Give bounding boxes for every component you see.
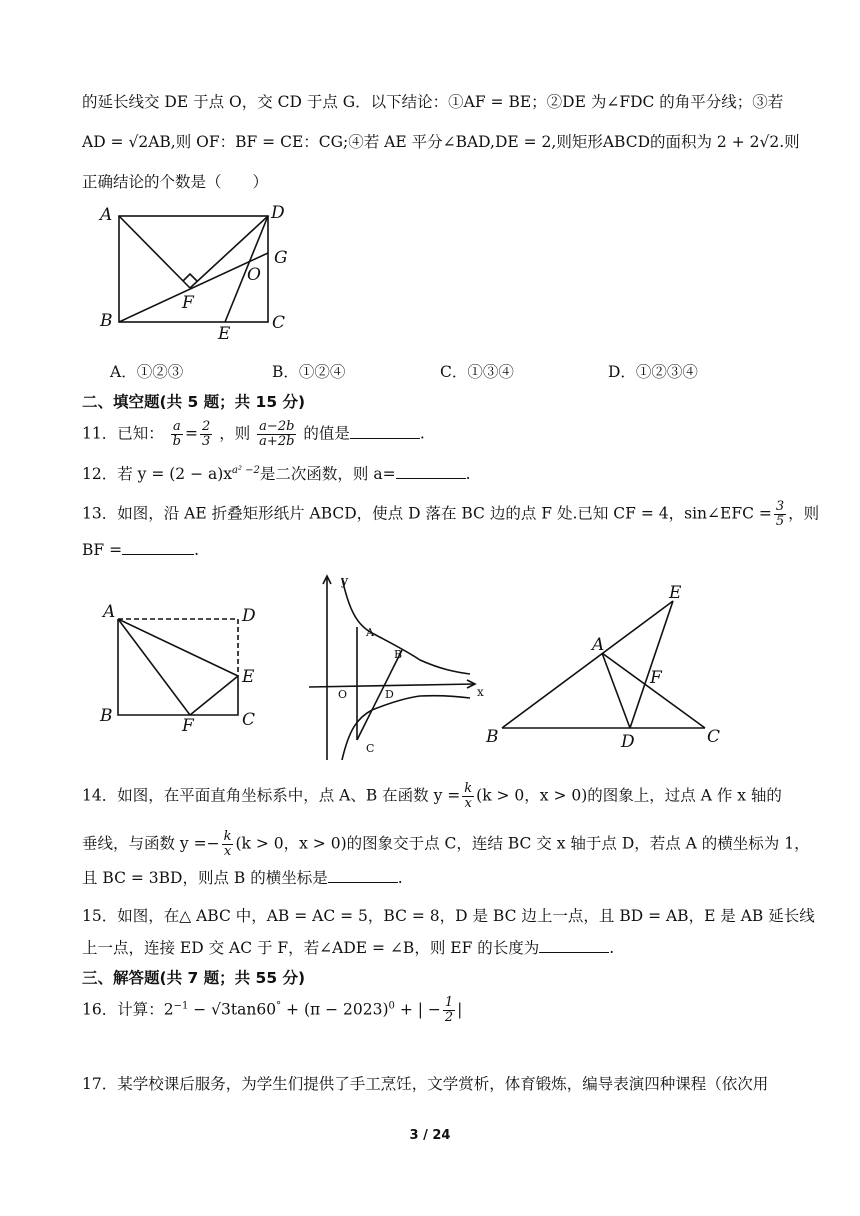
q15-period: . — [609, 939, 615, 957]
q14-figure — [305, 570, 490, 765]
q11-fraction-expression: $\frac{a-2b}{a+2b}$ — [259, 419, 295, 449]
q14-line-1 — [82, 782, 782, 811]
q13-figure — [95, 595, 270, 735]
fig1-label-a: A — [103, 602, 116, 622]
fig2-label-x: x — [477, 685, 484, 699]
fig2-label-b: B — [394, 648, 403, 661]
q10-line-3: 正确结论的个数是（ ） — [82, 173, 269, 191]
q11-fraction-2-3: $\frac{2}{3}$ — [202, 419, 211, 449]
q11-equals: = — [185, 424, 198, 443]
q10-label-b: B — [100, 311, 113, 331]
q10-option-b[interactable]: B．①②④ — [272, 363, 346, 381]
fig3-label-e: E — [669, 583, 682, 603]
fig3-label-b: B — [486, 727, 499, 747]
q13-period: . — [194, 541, 199, 559]
fig2-label-o: O — [338, 688, 348, 701]
q12-suffix: 是二次函数，则 a= — [259, 465, 396, 483]
q14-fraction-2: $\frac{k}{x}$ — [223, 829, 232, 859]
q15-text: 上一点，连接 ED 交 AC 于 F，若∠ADE = ∠B，则 EF 的长度为 — [82, 939, 540, 957]
q15-answer-blank[interactable] — [539, 938, 609, 953]
q16-end: | — [457, 1000, 463, 1019]
q14-text-c: 垂线，与函数 y =− — [82, 834, 220, 853]
fig1-label-d: D — [242, 606, 256, 626]
q10-rectangle-figure — [92, 200, 302, 345]
q11-prefix: 11．已知： — [82, 424, 164, 443]
q17-line-1: 17．某学校课后服务，为学生们提供了手工烹饪，文学赏析，体育锻炼，编导表演四种课程（依次用 — [82, 1075, 769, 1093]
q11-mid: ，则 — [219, 424, 251, 443]
q10-line-1: 的延长线交 DE 于点 O，交 CD 于点 G．以下结论：①AF = BE；②DE 为∠FDC 的角平分线；③若 — [82, 93, 784, 111]
fig2-label-a: A — [366, 626, 374, 639]
q10-option-d[interactable]: D．①②③④ — [608, 363, 698, 381]
q14-text-b: (k > 0，x > 0)的图象上，过点 A 作 x 轴的 — [476, 786, 782, 805]
q15-line-1: 15．如图，在△ ABC 中，AB = AC = 5，BC = 8，D 是 BC 边上一点，且 BD = AB，E 是 AB 延长线 — [82, 907, 815, 925]
q16-exponent-1: −1 — [173, 1000, 189, 1012]
fig2-label-c: C — [366, 742, 375, 755]
q14-fraction-1: $\frac{k}{x}$ — [464, 781, 473, 811]
q16-term-2: − √3tan60 — [188, 1000, 277, 1019]
q13-fraction: $\frac{3}{5}$ — [775, 499, 785, 529]
q15-line-2 — [82, 936, 614, 958]
q10-label-o: O — [247, 265, 261, 285]
q11-answer-blank[interactable] — [350, 424, 420, 439]
fig3-label-f: F — [650, 668, 662, 688]
q16-fraction: $\frac{1}{2}$ — [444, 995, 454, 1025]
fig2-label-d: D — [385, 688, 394, 701]
q14-answer-blank[interactable] — [328, 868, 398, 883]
q12 — [82, 462, 471, 484]
q10-label-c: C — [272, 313, 286, 333]
q15-figure — [480, 580, 735, 750]
q14-text-e: 且 BC = 3BD，则点 B 的横坐标是 — [82, 869, 328, 887]
section-2-heading: 二、填空题(共 5 题；共 15 分) — [82, 393, 306, 411]
q14-text-a: 14．如图，在平面直角坐标系中，点 A、B 在函数 y = — [82, 786, 461, 805]
q13-text: 13．如图，沿 AE 折叠矩形纸片 ABCD，使点 D 落在 BC 边的点 F 处.已知 CF = 4，sin∠EFC = — [82, 504, 772, 523]
q10-label-a: A — [100, 205, 113, 225]
q16-prefix: 16．计算：2 — [82, 1000, 174, 1019]
q16-term-4: + | − — [394, 1000, 441, 1019]
fig1-label-e: E — [242, 667, 255, 687]
fig2-label-y: y — [341, 574, 349, 589]
q12-exponent: a² −2 — [232, 464, 260, 476]
q10-label-d: D — [271, 203, 285, 223]
fig3-label-a: A — [592, 635, 605, 655]
q10-option-c[interactable]: C．①③④ — [440, 363, 514, 381]
fig1-label-b: B — [100, 706, 113, 726]
q16-exponent-0: 0 — [388, 1000, 395, 1012]
q10-label-e: E — [218, 324, 231, 344]
q13-line-2 — [82, 540, 199, 559]
q11 — [82, 420, 425, 449]
q14-text-d: (k > 0，x > 0)的图象交于点 C，连结 BC 交 x 轴于点 D，若点 A 的横坐标为 1， — [235, 834, 810, 853]
q12-period: . — [465, 465, 471, 483]
q11-suffix: 的值是 — [303, 424, 350, 443]
q12-answer-blank[interactable] — [396, 464, 466, 479]
q10-option-a[interactable]: A．①②③ — [110, 363, 184, 381]
fig1-label-f: F — [182, 716, 194, 735]
section-3-heading: 三、解答题(共 7 题；共 55 分) — [82, 969, 306, 987]
fig1-label-c: C — [242, 710, 256, 730]
q14-period: . — [397, 869, 403, 887]
q10-label-g: G — [274, 248, 288, 268]
page-number: 3 / 24 — [409, 1128, 451, 1143]
q16-degree: ° — [276, 1000, 282, 1012]
q12-prefix: 12．若 y = (2 − a)x — [82, 465, 233, 483]
fig3-label-c: C — [707, 727, 721, 747]
q11-fraction-a-b: $\frac{a}{b}$ — [172, 419, 181, 449]
q16-term-3: + (π − 2023) — [281, 1000, 389, 1019]
q13-line-1 — [82, 500, 819, 529]
q14-line-3 — [82, 866, 403, 888]
q11-period: . — [419, 424, 425, 443]
q16 — [82, 996, 462, 1025]
q13-bf: BF = — [82, 541, 123, 559]
q13-answer-blank[interactable] — [122, 540, 194, 555]
q10-line-2: AD = √2AB,则 OF：BF = CE：CG;④若 AE 平分∠BAD,DE = 2,则矩形ABCD的面积为 2 + 2√2.则 — [82, 133, 800, 151]
fig3-label-d: D — [621, 732, 635, 750]
q10-label-f: F — [182, 293, 194, 313]
q14-line-2 — [82, 830, 810, 859]
q13-text-end: ，则 — [788, 504, 820, 523]
